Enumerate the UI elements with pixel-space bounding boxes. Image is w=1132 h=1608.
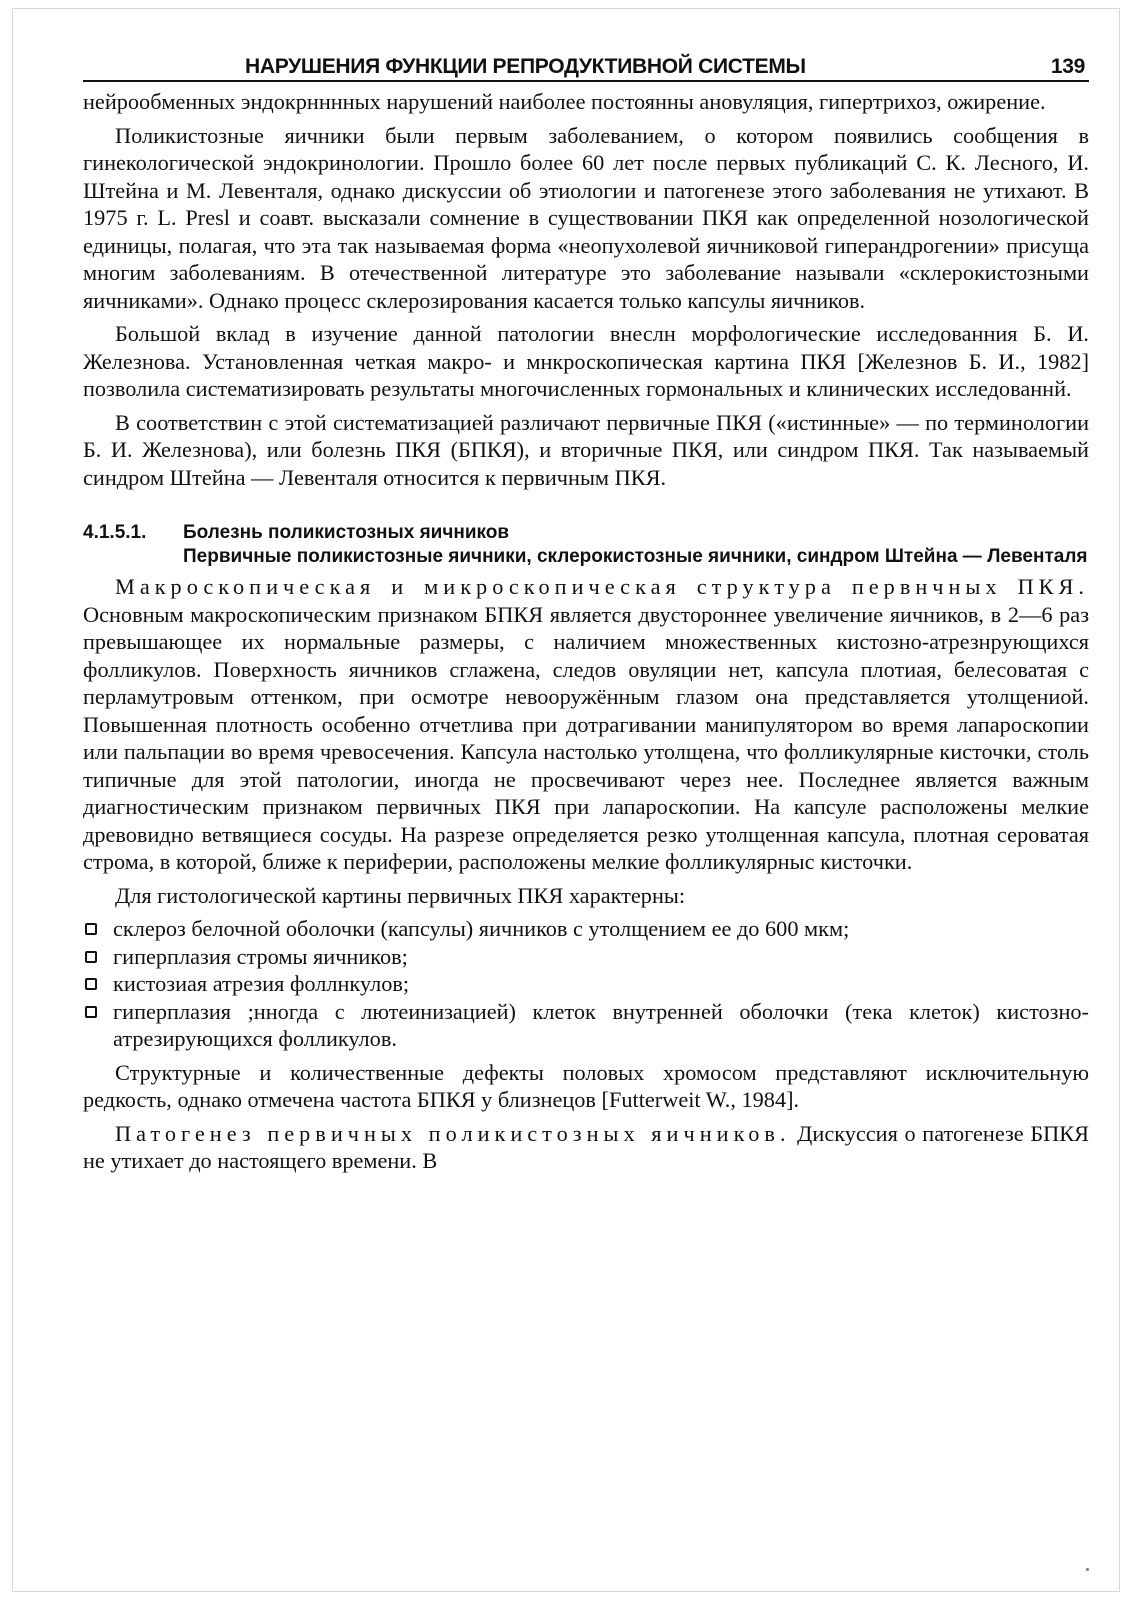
paragraph-lead: Макроскопическая и микроскопическая структура первнчных ПКЯ.: [115, 574, 1089, 599]
page-number: 139: [1050, 55, 1085, 78]
section-heading: [83, 521, 1089, 569]
paragraph-macro: [83, 573, 1089, 876]
paragraph-text: Дискуссия о патогенезе БПКЯ не утихает до настоящего времени. В: [83, 1120, 1089, 1173]
list-item: склероз белочной оболочки (капсулы) яичников с утолщением ее до 600 мкм;: [83, 915, 1089, 943]
list-item: гиперплазия ;нногда с лютеинизацией) клеток внутренней оболочки (тека клеток) кистозно-атрезирующихся фолликулов.: [83, 998, 1089, 1053]
section-subtitle: Первичные поликистозные яичники, склерокистозные яичники, синдром Штейна — Левенталя: [183, 546, 1088, 567]
list-item: кистозиая атрезия фоллнкулов;: [83, 970, 1089, 998]
section-number: 4.1.5.1.: [83, 522, 147, 543]
paragraph: В соответствин с этой систематизацией различают первичные ПКЯ («истинные» — по терминологии Б. И. Железнова), или болезнь ПКЯ (БПКЯ), и вторичные ПКЯ, или синдром ПКЯ. Так называемый синдром Штейна — Левенталя относится к первичным ПКЯ.: [83, 409, 1089, 490]
scan-speck: [1086, 1568, 1089, 1571]
paragraph-text: Основным макроскопическим признаком БПКЯ является двустороннее увеличение яичников, в 2—6 раз превышающее их нормальные размеры, с наличием множественных кистозно-атрезнрующихся фолликулов. Поверхность яичников сглажена, следов овуляции нет, капсула плотиая, белесоватая с перламутровым оттенком, при осмотре невооружённым глазом она представляется утолщениой. Повышенная плотность особенно отчетлива при дотрагивании манипулятором во время лапароскопии или пальпации во время чревосечения. Капсула настолько утолщена, что фолликулярные кисточки, столь типичные для этой патологии, иногда не просвечивают через нее. Последнее является важным диагностическим признаком первичных ПКЯ при лапароскопии. На капсуле расположены мелкие древовидно ветвящиеся сосуды. На разрезе определяется резко утолщенная капсула, плотная сероватая строма, в которой, ближе к периферии, расположены мелкие фолликулярныс кисточки.: [83, 601, 1089, 874]
histology-list: [83, 915, 1089, 1053]
list-item: гиперплазия стромы яичников;: [83, 943, 1089, 971]
paragraph-pathogenesis: [83, 1120, 1089, 1175]
paragraph: Структурные и количественные дефекты половых хромосом представляют исключительную редкость, однако отмечена частота БПКЯ у близнецов [Futterweit W., 1984].: [83, 1059, 1089, 1112]
paragraph: Для гистологической картины первичных ПКЯ характерны:: [115, 882, 686, 908]
section-title: Болезнь поликистозных яичников: [183, 522, 510, 543]
paragraph: Поликистозные яичники были первым заболеванием, о котором появились сообщения в гинекологической эндокринологии. Прошло более 60 лет после первых публикаций С. К. Лесного, И. Штейна и М. Левенталя, однако дискуссии об этиологии и патогенезе этого заболевания не утихают. В 1975 г. L. Presl и соавт. высказали сомнение в существовании ПКЯ как определенной нозологической единицы, полагая, что эта так называемая форма «неопухолевой яичниковой гиперандрогении» присуща многим заболеваниям. В отечественной литературе это заболевание называли «склерокистозными яичниками». Однако процесс склерозирования касается только капсулы яичников.: [83, 122, 1089, 313]
book-page: [12, 8, 1120, 1592]
paragraph-lead: Патогенез первичных поликистозных яичников.: [115, 1120, 791, 1146]
running-head-title: НАРУШЕНИЯ ФУНКЦИИ РЕПРОДУКТИВНОЙ СИСТЕМЫ: [245, 55, 806, 78]
paragraph: Большой вклад в изучение данной патологии внеслн морфологические исследованния Б. И. Железнова. Установленная четкая макро- и мнкроскопическая картина ПКЯ [Железнов Б. И., 1982] позволила систематизировать результаты многочисленных гормональных и клинических исследованнй.: [83, 321, 1089, 401]
paragraph: нейрообменных эндокрнннных нарушений наиболее постоянны ановуляция, гипертрихоз, ожирение.: [83, 89, 1046, 114]
running-head: [83, 55, 1089, 82]
page-body: [83, 88, 1089, 1175]
